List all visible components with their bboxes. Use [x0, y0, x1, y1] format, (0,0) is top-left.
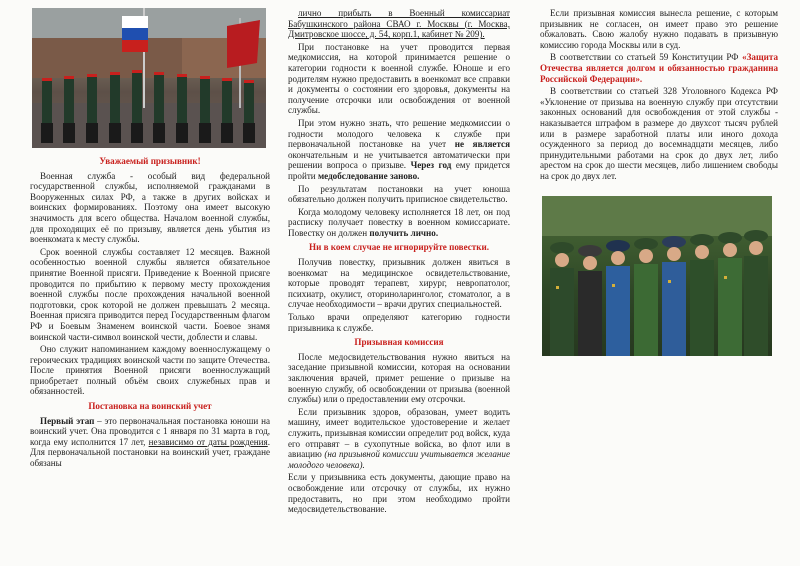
text-span: ему придется пройти — [288, 160, 510, 181]
paragraph: По результатам постановки на учет юноша обязательно должен получить приписное свидетельство. — [288, 183, 510, 205]
text-span: . Для первоначальной постановки на воинский учет, граждане обязаны — [30, 436, 270, 469]
formation-illustration — [542, 196, 772, 356]
italic-text: (на призывной комиссии учитывается желание молодого человека). — [288, 449, 510, 470]
underlined-text: независимо от даты рождения — [148, 436, 268, 447]
greeting-heading: Уважаемый призывник! — [99, 156, 201, 166]
column-left — [30, 8, 270, 471]
paragraph: Если призывная комиссия вынесла решение, с которым призывник не согласен, он имеет право это решение обжаловать. Свою жалобу нужно подавать в призывную комиссию города Москвы или в суд. — [540, 8, 778, 50]
paragraph: После медосвидетельствования нужно явиться на заседание призывной комиссии, которая на основании заключения врачей, примет решение о призыве на военную службу, об освобождении от призыва (военной службы) или о предоставлении ему отсрочки. — [288, 351, 510, 405]
paragraph: При постановке на учет проводится первая медкомиссия, на которой принимается решение о категории годности к военной службе. Юноше и его родителям нужно предоставить в военкомат все справки и документы о состоянии его здоровья, документы на получение отсрочки или освобождения от военной службы. — [288, 41, 510, 116]
text-span: окончательным и не учитывается автоматически при решении вопроса о призыве. — [288, 149, 510, 171]
section-heading-commission: Призывная комиссия — [354, 337, 444, 348]
paragraph — [288, 118, 510, 182]
section-heading-registration: Постановка на воинский учет — [88, 401, 212, 412]
paragraph — [30, 416, 270, 469]
paragraph: Только врачи определяют категорию годности призывника к службе. — [288, 312, 510, 333]
column-middle — [288, 8, 510, 517]
paragraph: Получив повестку, призывник должен явиться в военкомат на медицинское освидетельствование, которые проводят терапевт, хирург, невропатолог, психиатр, окулист, оториноларинголог, стоматолог, а в случае необходимости – врачи других специальностей. — [288, 257, 510, 310]
paragraph — [540, 52, 778, 84]
column-right — [540, 8, 778, 356]
address-text: лично прибыть в Военный комиссариат Бабушкинского района СВАО г. Москвы (г. Москва, Дмитровское шоссе, д. 54, корп.1, кабинет № 209). — [288, 8, 510, 40]
bold-text: медобследование заново. — [317, 170, 420, 181]
paragraph: Военная служба - особый вид федеральной государственной службы, исполняемой гражданами в Вооруженных силах РФ, а также в других войсках и воинских формированиях. Поэтому она имеет высокую значимость для всего общества. Началом военной службы, для проходящих её по призыву, является день убытия из военкомата к месту службы. — [30, 170, 270, 245]
bold-text: не является — [454, 139, 510, 150]
bold-text: Через год — [410, 160, 452, 171]
text-span: Когда молодому человеку исполняется 18 лет, он под расписку получает повестку в военном комиссариате. Повестку он должен — [288, 206, 510, 238]
paragraph — [288, 8, 510, 40]
text-span: В соответствии со статьей 59 Конституции РФ — [550, 52, 743, 63]
text-span: – это первоначальная постановка юноши на воинский учет. Она проводится с 1 января по 31 марта в год, когда ему исполнится 17 лет, — [30, 415, 270, 447]
paragraph: В соответствии со статьей 328 Уголовного Кодекса РФ «Уклонение от призыва на военную службу при отсутствии законных оснований для освобождения от этой службы - наказывается штрафом в размере до двухсот тысяч рублей или в размере заработной платы или иного дохода осужденного за период до восемнадцати месяцев, либо принудительными работами на срок до двух лет, либо арестом на срок до шести месяцев, либо лишением свободы на срок до двух лет. — [540, 86, 778, 181]
paragraph: Если у призывника есть документы, дающие право на освобождение или отсрочку от службы, их нужно предоставить, но при этом необходимо пройти медосвидетельствование. — [288, 472, 510, 515]
paragraph: Оно служит напоминанием каждому военнослужащему о героических традициях воинской части по защите Отечества. После принятия Военной присяги военнослужащий приобретает полный объём своих служебных прав и обязанностей. — [30, 344, 270, 397]
text-span: При этом нужно знать, что решение медкомиссии о годности молодого человека к службе при первоначальной постановке на учет — [288, 117, 510, 150]
paragraph: Срок военной службы составляет 12 месяцев. Важной особенностью военной службы является обязательное принятие Военной присяги. Приведение к Военной присяге проводится по прибытию к первому месту прохождения военной службы после прохождения начальной военной подготовки, срок которой не должен превышать 2 месяца. Военная присяга приводится перед Государственным флагом РФ и Боевым Знаменем воинской части. Боевое знамя воинской части-символ воинской чести, доблести и славы. — [30, 246, 270, 342]
paragraph — [288, 207, 510, 239]
section-heading-summons: Ни в коем случае не игнорируйте повестки. — [309, 242, 489, 253]
parade-illustration — [32, 8, 266, 148]
bold-text: Первый этап — [40, 415, 95, 426]
bold-text: получить лично. — [369, 227, 439, 238]
soldiers-formation-photo — [542, 196, 772, 356]
paragraph — [288, 407, 510, 471]
text-span: Если призывник здоров, образован, умеет водить машину, имеет водительское удостоверение и желает служить, призывная комиссии определит род войск, куда его отправят – в сухопутные войска, во флот или в авиацию — [288, 406, 510, 460]
constitution-quote: «Защита Отечества является долгом и обязанностью гражданина Российской Федерации». — [540, 52, 778, 84]
soldiers-flags-photo — [32, 8, 266, 148]
